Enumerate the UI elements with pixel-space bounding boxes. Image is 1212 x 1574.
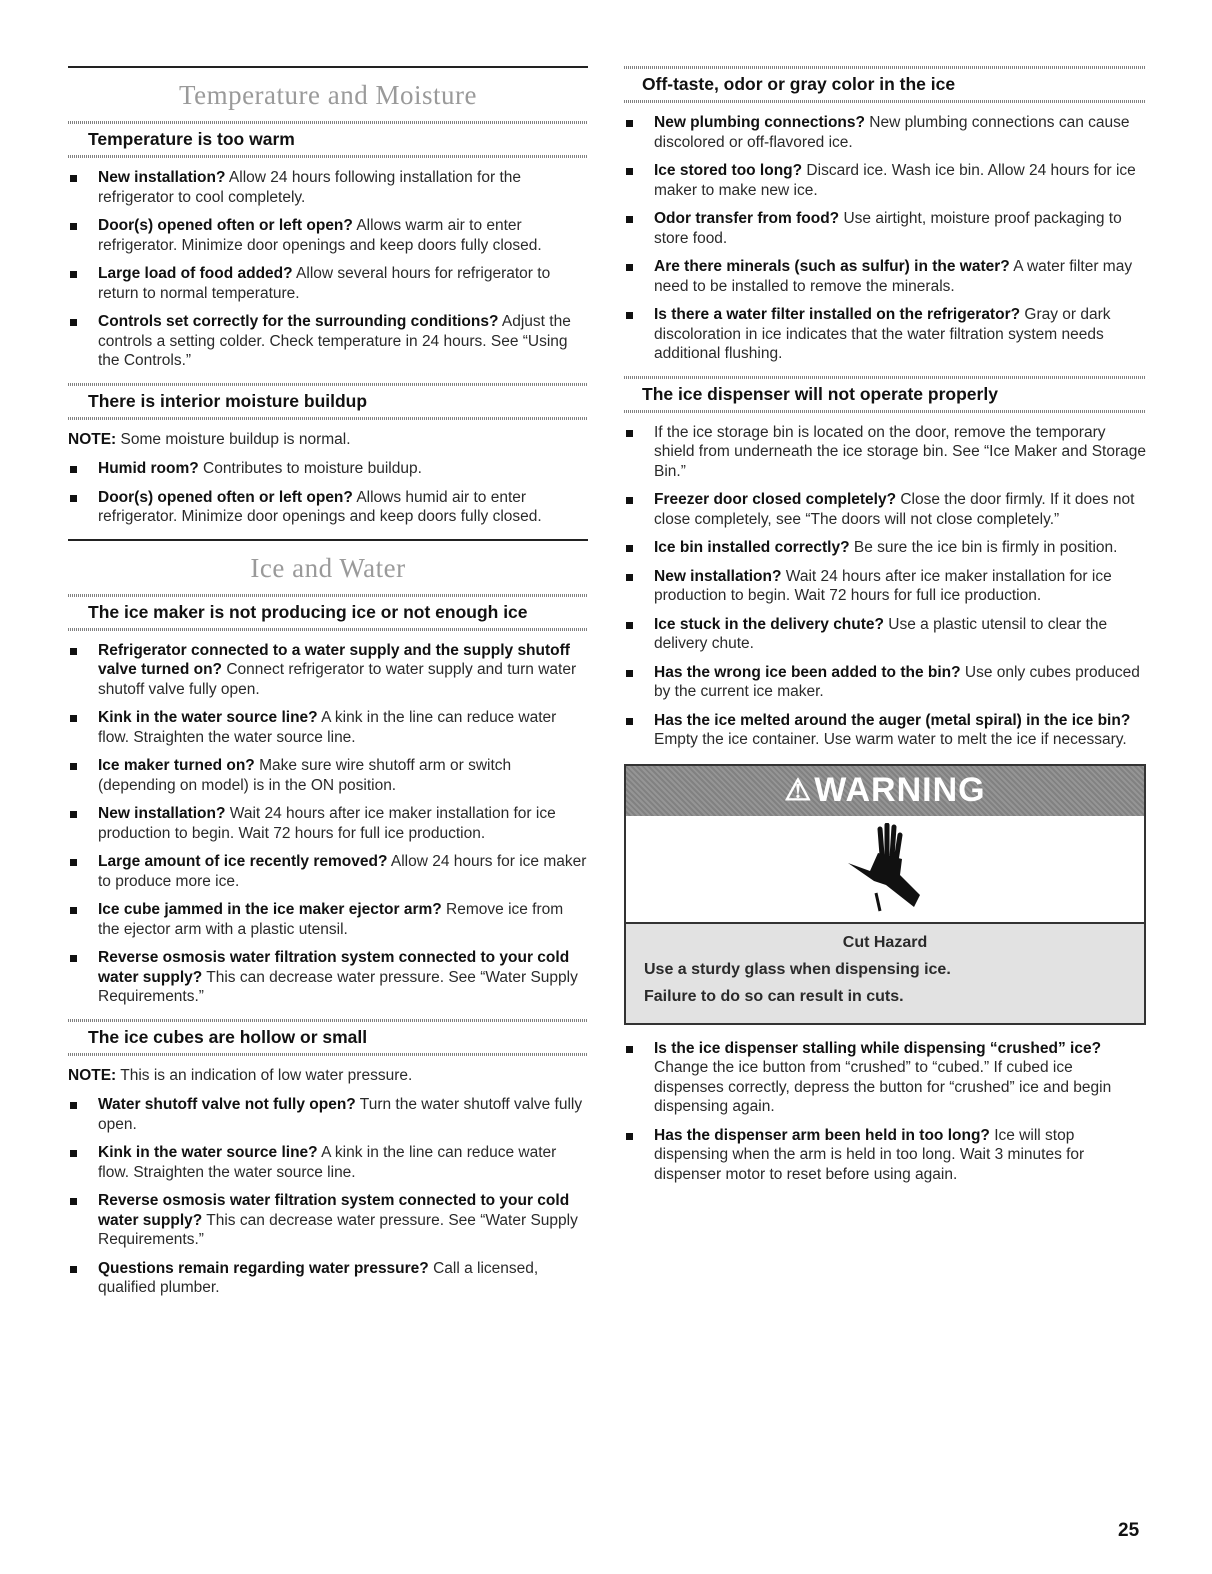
list-item [68,488,588,527]
left-column [68,66,588,1310]
cut-hazard-icon [840,823,930,915]
moisture-block [68,383,588,527]
list-item [68,1191,588,1250]
item-question: New installation? [98,169,226,186]
list-item [624,113,1146,152]
list-item [68,708,588,747]
list-item [68,168,588,207]
hollow-list [68,1095,588,1298]
list-item [68,641,588,700]
item-question: Humid room? [98,460,199,477]
list-item [624,161,1146,200]
warning-title: WARNING [814,771,986,809]
item-question: Large load of food added? [98,265,293,282]
list-item [68,216,588,255]
list-item [68,312,588,371]
item-question: Freezer door closed completely? [654,491,897,508]
list-item [624,711,1146,750]
dotted-rule [624,376,1146,379]
list-item [624,423,1146,482]
note-text: This is an indication of low water pressure. [116,1066,413,1084]
dotted-rule [68,594,588,597]
item-answer: Make sure wire shutoff arm or switch (depending on model) is in the ON position. [98,757,512,794]
item-answer: Allow 24 hours for ice maker to produce more ice. [98,853,587,890]
temp-warm-heading: Temperature is too warm [88,129,295,149]
item-answer: Adjust the controls a setting colder. Check temperature in 24 hours. See “Using the Controls.” [98,313,571,369]
dotted-rule [68,383,588,386]
note-text: Some moisture buildup is normal. [116,430,351,448]
item-answer: New plumbing connections can cause discolored or off-flavored ice. [654,114,1130,151]
list-item [624,490,1146,529]
item-answer: Gray or dark discoloration in ice indicates that the water filtration system needs additional flushing. [654,306,1111,362]
dotted-rule [68,155,588,158]
item-question: Door(s) opened often or left open? [98,488,353,506]
item-question: Questions remain regarding water pressure? [98,1259,429,1277]
list-item [68,459,588,479]
list-item [624,538,1146,558]
warning-caption: Cut Hazard [842,933,928,951]
list-item [68,852,588,891]
item-question: Is the ice dispenser stalling while dispensing “crushed” ice? [654,1039,1102,1057]
item-answer: Allows warm air to enter refrigerator. Minimize door openings and keep doors fully closed. [98,217,542,254]
list-item [624,567,1146,606]
item-question: Kink in the water source line? [98,1144,318,1161]
list-item [68,804,588,843]
item-answer: Close the door firmly. If it does not close completely, see “The doors will not close completely.” [654,491,1135,528]
hollow-note [68,1066,588,1086]
item-question: Has the ice melted around the auger (metal spiral) in the ice bin? [654,711,1131,729]
item-question: Ice stuck in the delivery chute? [654,615,884,633]
item-answer: A kink in the line can reduce water flow. Straighten the water source line. [98,709,557,746]
temp-warm-block [68,121,588,371]
item-question: New installation? [98,805,226,822]
section-title-temperature: Temperature and Moisture [178,80,477,110]
item-answer: Contributes to moisture buildup. [198,460,422,477]
list-item [624,663,1146,702]
hollow-block [68,1019,588,1298]
note-label: NOTE: [68,1066,117,1084]
list-item [68,900,588,939]
item-question: Large amount of ice recently removed? [98,853,388,870]
item-answer: Allows humid air to enter refrigerator. Minimize door openings and keep doors fully closed. [98,488,542,525]
dotted-rule [68,1019,588,1022]
item-answer: This can decrease water pressure. See “Water Supply Requirements.” [98,968,578,1005]
warning-triangle-icon: ⚠ [784,774,813,807]
item-answer: Remove ice from the ejector arm with a plastic utensil. [98,901,564,938]
item-question: Is there a water filter installed on the refrigerator? [654,306,1021,323]
item-answer: Turn the water shutoff valve fully open. [98,1096,583,1133]
cut-hazard-icon [626,816,1144,924]
list-item [624,209,1146,248]
warning-line-1: Use a sturdy glass when dispensing ice. [644,960,951,978]
list-item [624,1039,1146,1117]
dotted-rule [68,1053,588,1056]
warning-line-2: Failure to do so can result in cuts. [644,987,904,1005]
list-item [68,1259,588,1298]
moisture-note [68,430,588,450]
list-item [68,264,588,303]
item-question: Ice stored too long? [654,162,803,179]
section-title-ice-water: Ice and Water [250,552,406,583]
off-taste-block [624,66,1146,364]
not-producing-list [68,641,588,1007]
item-answer: Wait 24 hours after ice maker installation for ice production to begin. Wait 72 hours for full ice production. [654,567,1112,604]
off-taste-list [624,113,1146,364]
item-answer: Use airtight, moisture proof packaging to store food. [654,210,1122,247]
section-rule [68,66,588,68]
hollow-heading: The ice cubes are hollow or small [88,1026,368,1047]
list-item [68,756,588,795]
item-question: Are there minerals (such as sulfur) in the water? [654,258,1010,275]
item-question: Has the dispenser arm been held in too long? [654,1126,990,1144]
temp-warm-list [68,168,588,371]
list-item [68,948,588,1007]
not-producing-heading: The ice maker is not producing ice or not enough ice [88,601,528,622]
not-producing-block [68,594,588,1007]
item-question: Controls set correctly for the surrounding conditions? [98,313,499,330]
section-rule [68,539,588,541]
off-taste-heading: Off-taste, odor or gray color in the ice [642,74,956,94]
item-question: Reverse osmosis water filtration system connected to your cold water supply? [98,1192,570,1229]
item-answer: Be sure the ice bin is firmly in position. [849,539,1118,556]
moisture-list [68,459,588,527]
item-question: New installation? [654,567,782,585]
item-answer: Connect refrigerator to water supply and turn water shutoff valve fully open. [98,661,577,698]
item-question: Has the wrong ice been added to the bin? [654,663,961,681]
list-item [624,615,1146,654]
item-answer: This can decrease water pressure. See “Water Supply Requirements.” [98,1211,578,1248]
item-question: Odor transfer from food? [654,210,840,227]
right-column [624,66,1146,1193]
item-question: Ice bin installed correctly? [654,539,850,556]
item-question: Kink in the water source line? [98,709,318,726]
item-question: Ice cube jammed in the ice maker ejector arm? [98,901,442,918]
item-answer: Ice will stop dispensing when the arm is held in too long. Wait 3 minutes for dispenser motor to reset before using again. [654,1126,1085,1183]
item-answer: A kink in the line can reduce water flow. Straighten the water source line. [98,1144,557,1181]
item-answer: If the ice storage bin is located on the door, remove the temporary shield from underneath the ice storage bin. See “Ice Maker and Storage Bin.” [654,423,1146,480]
note-label: NOTE: [68,430,117,448]
item-question: New plumbing connections? [654,114,865,131]
dispenser-list [624,423,1146,750]
warning-body [626,924,1144,1023]
item-answer: A water filter may need to be installed to remove the minerals. [654,258,1133,295]
item-question: Ice maker turned on? [98,757,255,774]
list-item [624,257,1146,296]
item-answer: Allow several hours for refrigerator to return to normal temperature. [98,265,551,302]
page-number: 25 [1118,1520,1140,1541]
item-answer: Call a licensed, qualified plumber. [98,1259,539,1296]
item-answer: Discard ice. Wash ice bin. Allow 24 hours for ice maker to make new ice. [654,162,1136,199]
item-answer: Allow 24 hours following installation for the refrigerator to cool completely. [98,169,521,206]
item-question: Door(s) opened often or left open? [98,217,353,234]
item-answer: Use only cubes produced by the current ice maker. [654,663,1140,700]
dotted-rule [624,410,1146,413]
item-question: Refrigerator connected to a water supply and the supply shutoff valve turned on? [98,641,570,678]
item-answer: Empty the ice container. Use warm water to melt the ice if necessary. [654,731,1127,748]
item-answer: Use a plastic utensil to clear the delivery chute. [654,615,1108,652]
warning-box [624,764,1146,1025]
list-item [624,1126,1146,1185]
item-answer: Change the ice button from “crushed” to “cubed.” If cubed ice dispenses correctly, depress the button for “crushed” ice and begin dispensing again. [654,1059,1112,1115]
item-answer: Wait 24 hours after ice maker installation for ice production to begin. Wait 72 hours for full ice production. [98,805,556,842]
dotted-rule [68,121,588,124]
list-item [68,1143,588,1182]
list-item [68,1095,588,1134]
dispenser-more-list [624,1039,1146,1185]
dispenser-block [624,376,1146,750]
dotted-rule [624,100,1146,103]
list-item [624,305,1146,364]
dotted-rule [68,417,588,420]
warning-header [626,766,1144,816]
dotted-rule [624,66,1146,69]
dotted-rule [68,628,588,631]
dispenser-heading: The ice dispenser will not operate properly [642,383,998,404]
moisture-heading: There is interior moisture buildup [88,390,368,411]
item-question: Water shutoff valve not fully open? [98,1096,356,1113]
item-question: Reverse osmosis water filtration system connected to your cold water supply? [98,949,570,986]
